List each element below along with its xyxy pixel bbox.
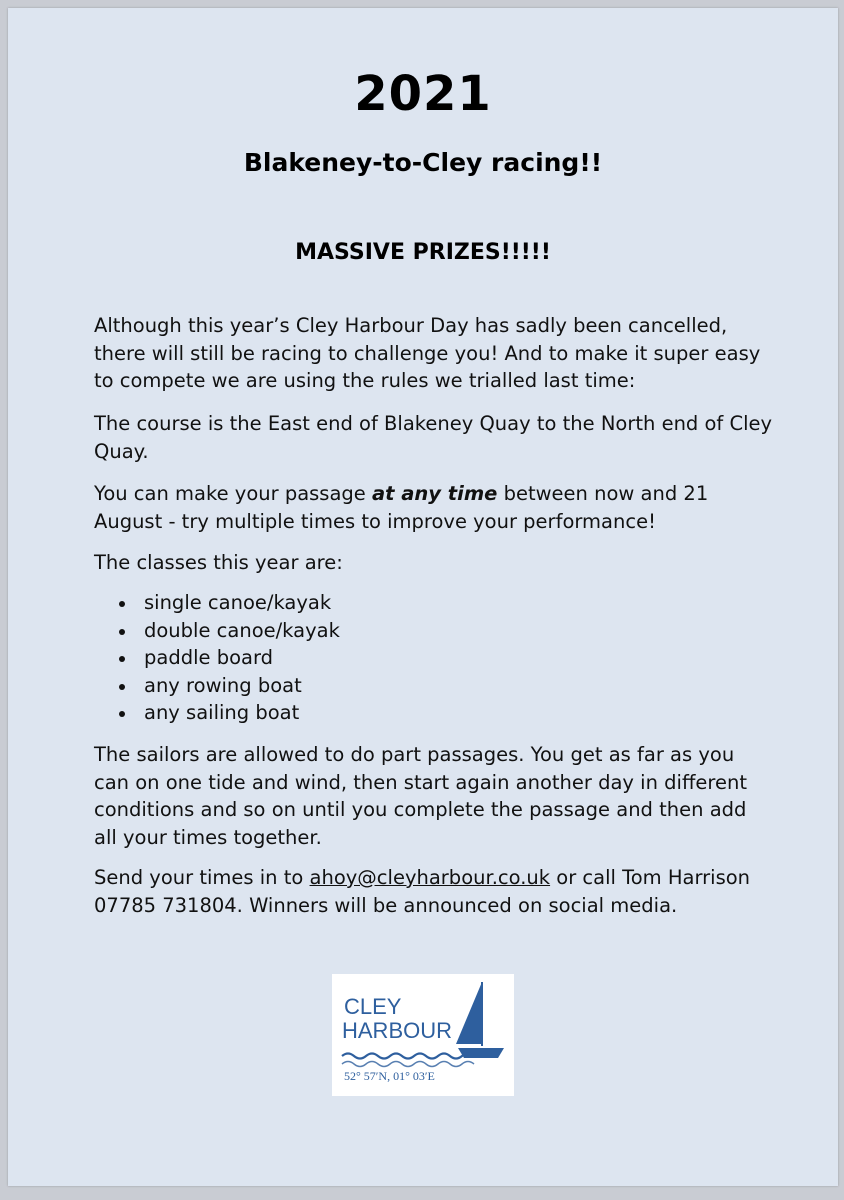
course-paragraph: The course is the East end of Blakeney Quay to the North end of Cley Quay.	[94, 412, 773, 463]
list-item: any rowing boat	[94, 672, 694, 700]
timing-text-post: between now and 21 August - try multiple times to improve your performance!	[94, 482, 709, 533]
logo-line2: HARBOUR	[342, 1018, 453, 1043]
timing-text-pre: You can make your passage	[94, 482, 372, 505]
sailboat-icon	[332, 974, 514, 1096]
contact-text-pre: Send your times in to	[94, 866, 310, 889]
logo-line1: CLEY	[344, 994, 402, 1019]
list-item: any sailing boat	[94, 699, 694, 727]
year-heading: 2021	[354, 66, 492, 122]
wave-line-2	[342, 1062, 474, 1067]
rules-paragraph: The sailors are allowed to do part passages. You get as far as you can on one tide and wind, then start again another day in different conditions and so on until you complete the passage and then add all your times together.	[94, 743, 747, 849]
timing-paragraph	[94, 480, 774, 535]
wave-line-1	[342, 1054, 474, 1059]
classes-intro: The classes this year are:	[94, 551, 343, 574]
sail-shape	[456, 982, 482, 1044]
list-item: paddle board	[94, 644, 694, 672]
contact-paragraph	[94, 864, 774, 919]
logo-coords: 52° 57′N, 01° 03′E	[344, 1069, 435, 1083]
list-item: double canoe/kayak	[94, 617, 694, 645]
contact-text-post: or call Tom Harrison 07785 731804. Winners will be announced on social media.	[94, 866, 751, 917]
classes-list	[94, 589, 694, 727]
subtitle-heading: Blakeney-to-Cley racing!!	[243, 148, 603, 177]
flyer-page	[8, 8, 838, 1186]
cley-harbour-logo	[332, 974, 514, 1096]
timing-emphasis: at any time	[372, 482, 498, 505]
email-link[interactable]: ahoy@cleyharbour.co.uk	[309, 866, 551, 889]
prizes-heading: MASSIVE PRIZES!!!!!	[295, 240, 551, 265]
intro-paragraph: Although this year’s Cley Harbour Day has sadly been cancelled, there will still be racing to challenge you! And to make it super easy to compete we are using the rules we trialled last time:	[94, 314, 761, 392]
list-item: single canoe/kayak	[94, 589, 694, 617]
